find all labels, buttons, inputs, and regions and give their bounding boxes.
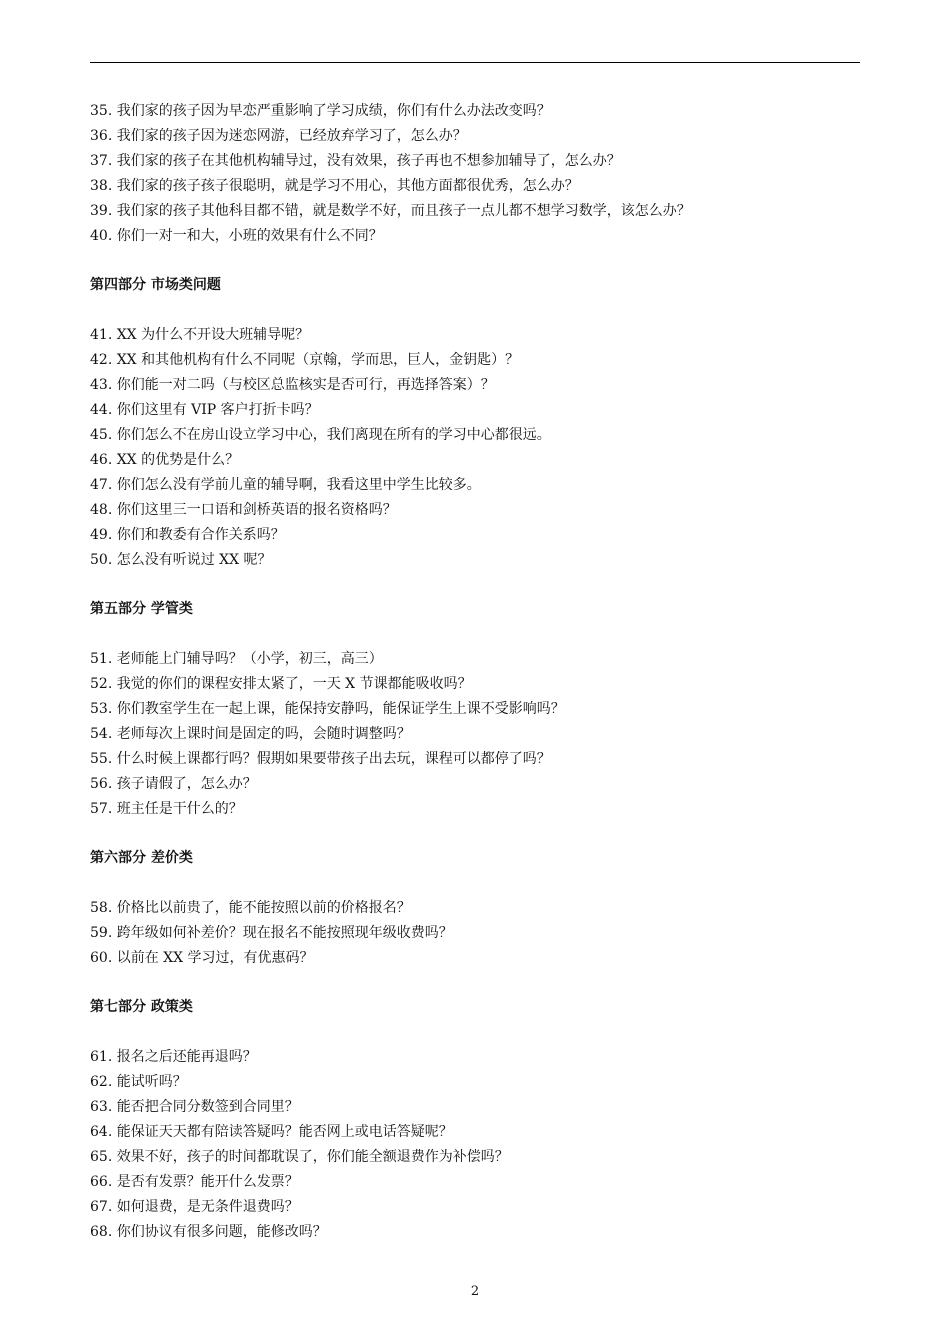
list-item: 67. 如何退费，是无条件退费吗？ (90, 1199, 299, 1215)
list-item: 41. XX 为什么不开设大班辅导呢？ (90, 327, 310, 343)
question-list-market (90, 323, 860, 573)
list-item: 50. 怎么没有听说过 XX 呢？ (90, 552, 272, 568)
question-list-student-management (90, 647, 860, 822)
list-item: 62. 能试听吗？ (90, 1074, 187, 1090)
list-item: 60. 以前在 XX 学习过，有优惠码？ (90, 950, 314, 966)
list-item: 56. 孩子请假了，怎么办？ (90, 776, 257, 792)
list-item: 45. 你们怎么不在房山设立学习中心，我们离现在所有的学习中心都很远。 (90, 427, 551, 443)
section-heading-policy: 第七部分 政策类 (90, 999, 193, 1015)
list-item: 51. 老师能上门辅导吗？（小学，初三，高三） (90, 651, 383, 667)
section-heading-student-management: 第五部分 学管类 (90, 601, 193, 617)
list-item: 52. 我觉的你们的课程安排太紧了，一天 X 节课都能吸收吗？ (90, 676, 472, 692)
list-item: 42. XX 和其他机构有什么不同呢（京翰，学而思，巨人，金钥匙）？ (90, 352, 520, 368)
list-item: 64. 能保证天天都有陪读答疑吗？能否网上或电话答疑呢？ (90, 1124, 453, 1140)
question-list-intro (90, 99, 860, 249)
list-item: 47. 你们怎么没有学前儿童的辅导啊，我看这里中学生比较多。 (90, 477, 481, 493)
list-item: 44. 你们这里有 VIP 客户打折卡吗？ (90, 402, 319, 418)
list-item: 54. 老师每次上课时间是固定的吗，会随时调整吗？ (90, 726, 411, 742)
list-item: 43. 你们能一对二吗（与校区总监核实是否可行，再选择答案）？ (90, 377, 495, 393)
list-item: 68. 你们协议有很多问题，能修改吗？ (90, 1224, 327, 1240)
list-item: 61. 报名之后还能再退吗？ (90, 1049, 257, 1065)
header-rule (90, 62, 860, 63)
list-item: 49. 你们和教委有合作关系吗？ (90, 527, 285, 543)
list-item: 66. 是否有发票？能开什么发票？ (90, 1174, 299, 1190)
section-heading-market: 第四部分 市场类问题 (90, 277, 221, 293)
list-item: 38. 我们家的孩子孩子很聪明，就是学习不用心，其他方面都很优秀，怎么办？ (90, 178, 579, 194)
list-item: 46. XX 的优势是什么？ (90, 452, 240, 468)
list-item: 35. 我们家的孩子因为早恋严重影响了学习成绩，你们有什么办法改变吗？ (90, 103, 551, 119)
question-list-policy (90, 1045, 860, 1245)
list-item: 36. 我们家的孩子因为迷恋网游，已经放弃学习了，怎么办？ (90, 128, 467, 144)
list-item: 39. 我们家的孩子其他科目都不错，就是数学不好，而且孩子一点儿都不想学习数学，该怎么办？ (90, 203, 691, 219)
page-number: 2 (470, 1284, 480, 1299)
list-item: 48. 你们这里三一口语和剑桥英语的报名资格吗？ (90, 502, 397, 518)
list-item: 55. 什么时候上课都行吗？假期如果要带孩子出去玩，课程可以都停了吗？ (90, 751, 551, 767)
list-item: 65. 效果不好，孩子的时间都耽误了，你们能全额退费作为补偿吗？ (90, 1149, 509, 1165)
list-item: 53. 你们教室学生在一起上课，能保持安静吗，能保证学生上课不受影响吗？ (90, 701, 565, 717)
list-item: 57. 班主任是干什么的？ (90, 801, 243, 817)
list-item: 63. 能否把合同分数签到合同里？ (90, 1099, 299, 1115)
question-list-price-difference (90, 896, 860, 971)
list-item: 37. 我们家的孩子在其他机构辅导过，没有效果，孩子再也不想参加辅导了，怎么办？ (90, 153, 621, 169)
list-item: 58. 价格比以前贵了，能不能按照以前的价格报名？ (90, 900, 411, 916)
section-heading-price-difference: 第六部分 差价类 (90, 850, 193, 866)
list-item: 40. 你们一对一和大，小班的效果有什么不同？ (90, 228, 383, 244)
list-item: 59. 跨年级如何补差价？现在报名不能按照现年级收费吗？ (90, 925, 453, 941)
